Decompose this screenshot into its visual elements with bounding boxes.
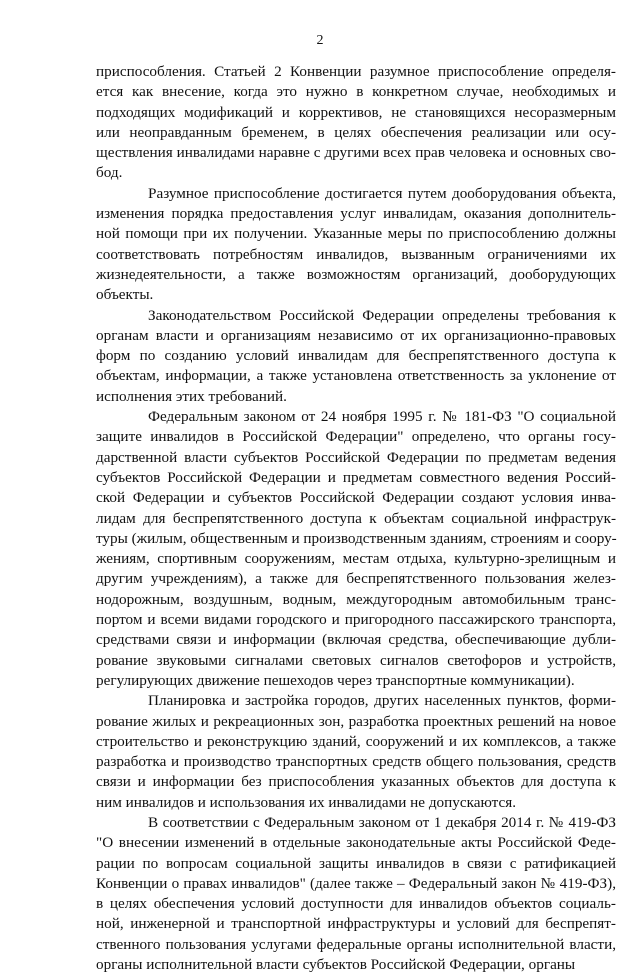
text-line: органам власти и организациям независимо от их организационно-правовых [96, 326, 616, 344]
text-line: или неоправданным бременем, в целях обеспечения реализации или осу- [96, 123, 616, 141]
text-line: бод. [96, 164, 123, 182]
text-line: исполнения этих требований. [96, 387, 287, 405]
text-line: соответствовать потребностям инвалидов, вызванным ограничениями их [96, 245, 616, 263]
text-line: Конвенции о правах инвалидов" (далее также – Федеральный закон № 419-ФЗ), [96, 874, 616, 892]
text-line: подходящих модификаций и коррективов, не становящихся несоразмерным [96, 103, 616, 121]
text-line: объекты. [96, 286, 154, 304]
text-line: в целях обеспечения условий доступности для инвалидов объектов социаль- [96, 895, 616, 913]
page-number: 2 [316, 33, 324, 48]
text-line: связи и информации без приспособления указанных объектов для доступа к [96, 773, 616, 791]
text-line: изменения порядка предоставления услуг инвалидам, оказания дополнитель- [96, 205, 616, 223]
text-line: жениям, спортивным сооружениям, местам отдыха, культурно-зрелищным и [96, 550, 616, 568]
text-line: ним инвалидов и использования их инвалидами не допускаются. [96, 793, 516, 811]
paragraph [96, 691, 616, 813]
text-line: субъектов Российской Федерации и предметам совместного ведения Россий- [96, 468, 616, 486]
text-line: разработка и производство транспортных средств общего пользования, средств [96, 753, 616, 771]
paragraph [96, 184, 616, 306]
text-line: лидам для беспрепятственного доступа к объектам социальной инфраструк- [96, 509, 616, 527]
text-line: рации по вопросам социальной защиты инвалидов в связи с ратификацией [96, 854, 616, 872]
text-line: рование звуковыми сигналами световых сигналов светофоров и устройств, [96, 651, 616, 669]
text-line: туры (жилым, общественным и производственным зданиям, строениям и соору- [96, 529, 617, 547]
text-line: ственного пользования услугами федеральные органы исполнительной власти, [96, 935, 616, 953]
text-line: Федеральным законом от 24 ноября 1995 г. № 181-ФЗ "О социальной [148, 408, 616, 426]
text-line: "О внесении изменений в отдельные законодательные акты Российской Феде- [96, 834, 616, 852]
text-line: строительство и реконструкцию зданий, сооружений и их комплексов, а также [96, 732, 616, 750]
text-line: нодорожным, воздушным, водным, междугородным автомобильным транс- [96, 590, 616, 608]
text-line: защите инвалидов в Российской Федерации" определено, что органы госу- [96, 428, 616, 446]
paragraph [96, 306, 616, 407]
paragraph [96, 407, 616, 691]
text-line: В соответствии с Федеральным законом от 1 декабря 2014 г. № 419-ФЗ [148, 813, 616, 831]
text-line: объектам, информации, а также установлена ответственность за уклонение от [96, 367, 616, 385]
text-line: портом и всеми видами городского и пригородного пассажирского транспорта, [96, 611, 616, 629]
text-line: дарственной власти субъектов Российской Федерации по предметам ведения [96, 448, 616, 466]
text-line: ской Федерации и субъектов Российской Федерации создают условия инва- [96, 489, 616, 507]
text-line: рование жилых и рекреационных зон, разработка проектных решений на новое [96, 712, 616, 730]
text-line: жизнедеятельности, а также возможностям организаций, дооборудующих [96, 265, 616, 283]
text-line: ется как внесение, когда это нужно в конкретном случае, необходимых и [96, 83, 616, 101]
text-line: ной, инженерной и транспортной инфраструктуры и условий для беспрепят- [96, 915, 616, 933]
paragraph [96, 813, 616, 975]
text-line: приспособления. Статьей 2 Конвенции разумное приспособление определя- [96, 63, 616, 80]
text-line: ной помощи при их получении. Указанные меры по приспособлению должны [96, 225, 616, 243]
document-body [96, 62, 616, 975]
text-line: органы исполнительной власти субъектов Российской Федерации, органы [96, 956, 576, 974]
text-line: ществления инвалидами наравне с другими всех прав человека и основных сво- [96, 144, 616, 162]
text-line: регулирующих движение пешеходов через транспортные коммуникации). [96, 671, 575, 689]
text-line: Законодательством Российской Федерации определены требования к [148, 306, 616, 324]
text-line: форм по созданию условий инвалидам для беспрепятственного доступа к [96, 347, 616, 365]
text-line: Планировка и застройка городов, других населенных пунктов, форми- [148, 692, 616, 710]
text-line: другим учреждениям), а также для беспрепятственного пользования желез- [96, 570, 616, 588]
paragraph [96, 62, 616, 184]
text-line: Разумное приспособление достигается путем дооборудования объекта, [148, 184, 616, 202]
text-line: средствами связи и информации (включая средства, обеспечивающие дубли- [96, 631, 616, 649]
